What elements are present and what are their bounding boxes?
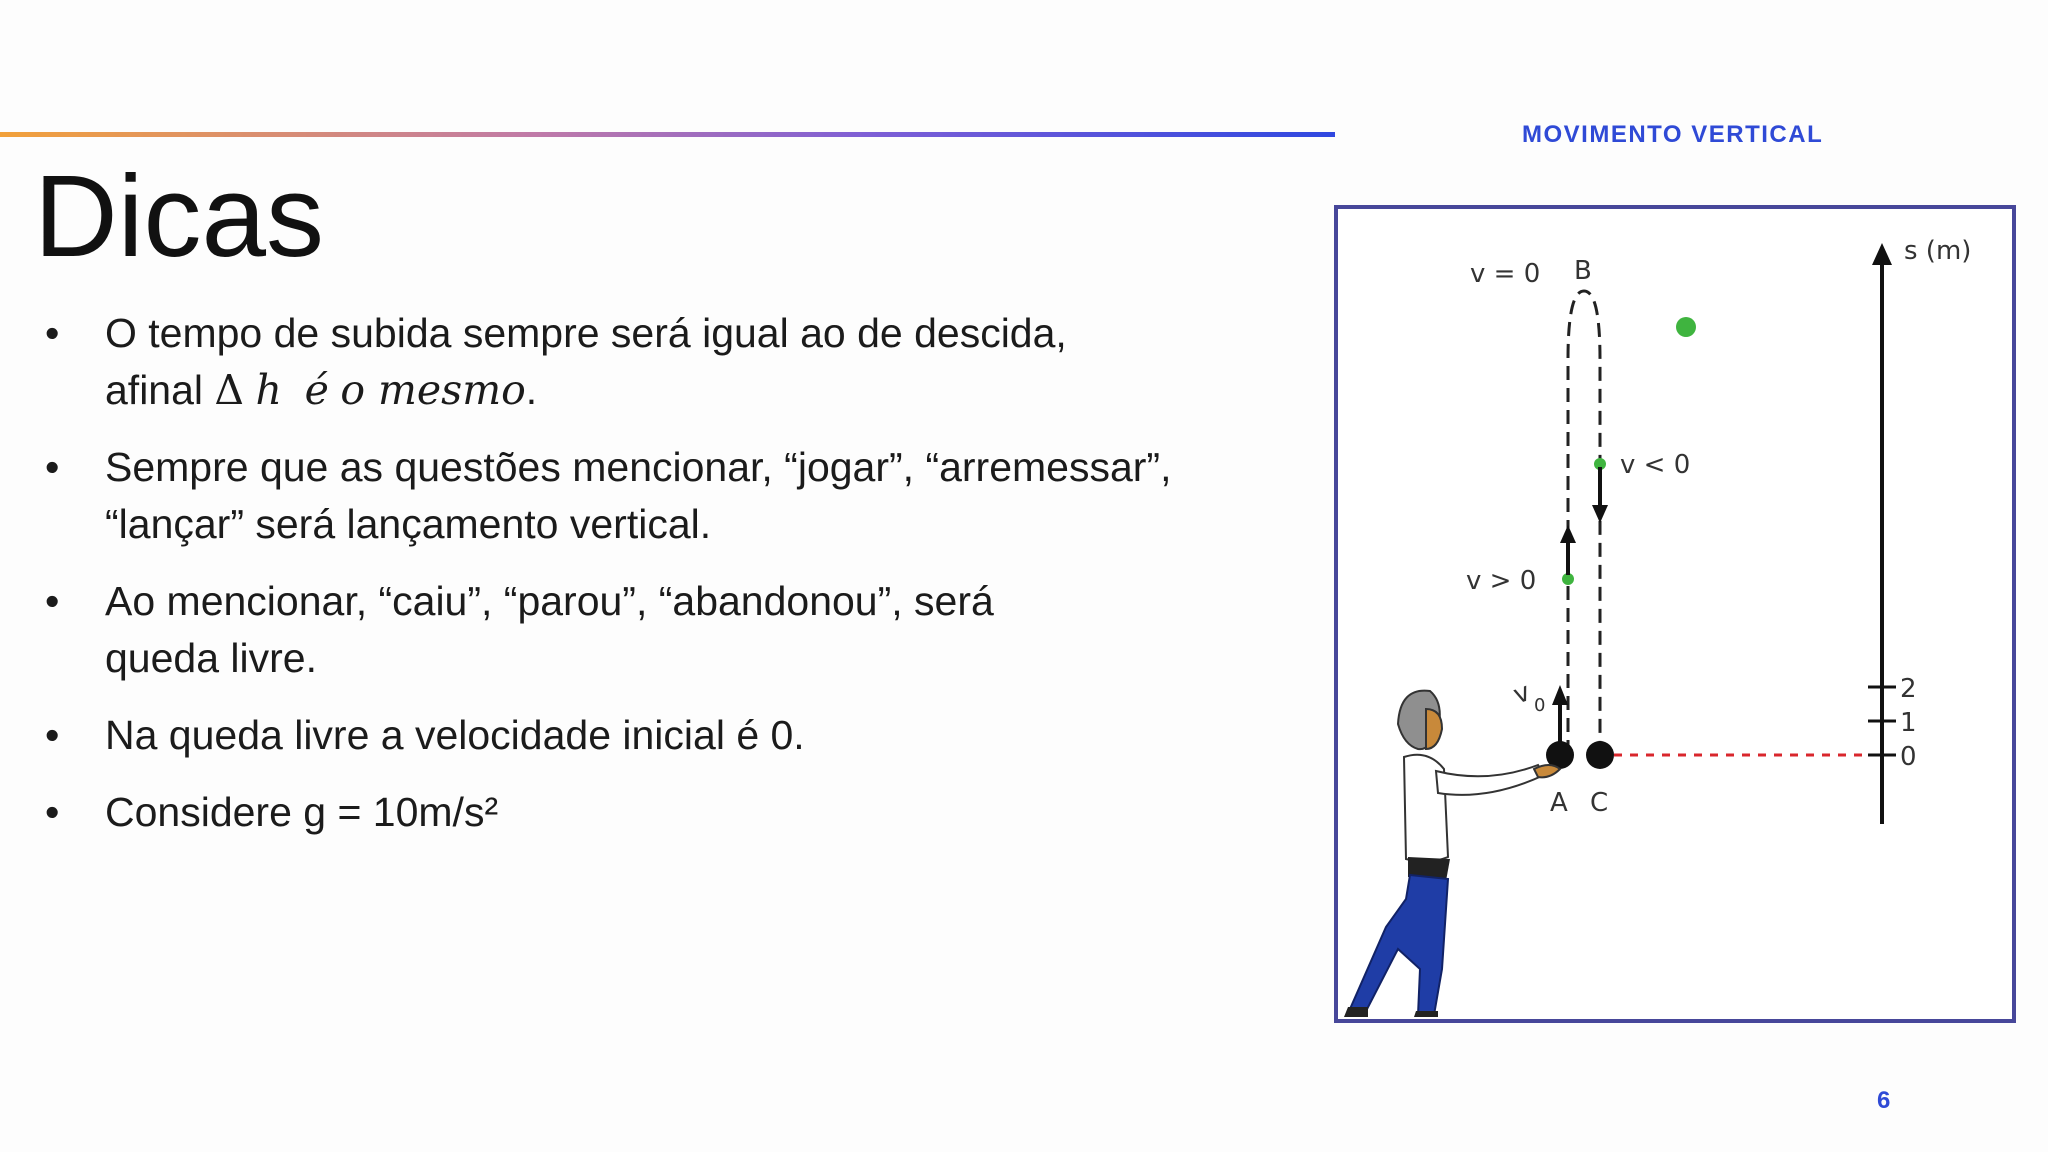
math-o-mesmo: o mesmo <box>340 366 526 414</box>
trajectory-path <box>1568 291 1600 754</box>
label-v-zero: v = 0 <box>1470 259 1541 289</box>
bullet-dot: • <box>45 712 60 758</box>
bullet-text-line2-prefix: afinal <box>105 367 215 413</box>
descending-arrow-head <box>1592 505 1608 523</box>
bullet-item <box>45 784 1285 841</box>
header-gradient-line <box>0 132 1335 137</box>
math-h: h <box>255 366 282 414</box>
bullet-dot: • <box>45 310 60 356</box>
page-number: 6 <box>1877 1087 1891 1114</box>
person-illustration <box>1344 691 1560 1017</box>
s-axis-arrow <box>1872 243 1892 265</box>
tick-label-2: 2 <box>1900 674 1917 704</box>
bullet-text-line2: queda livre. <box>105 635 317 681</box>
bullet-item <box>45 439 1285 553</box>
math-delta: Δ <box>214 366 245 414</box>
bullet-item <box>45 573 1285 687</box>
bullet-text-line1: Na queda livre a velocidade inicial é 0. <box>105 712 805 758</box>
bullet-text-line1: O tempo de subida sempre será igual ao de descida, <box>105 310 1067 356</box>
slide-title: Dicas <box>34 151 325 281</box>
figure-canvas <box>1338 209 2012 1019</box>
bullet-text-line1: Ao mencionar, “caiu”, “parou”, “abandonou”, será <box>105 578 994 624</box>
label-v0-subscript: 0 <box>1534 695 1546 716</box>
bullet-list <box>45 305 1285 861</box>
ascending-arrow-head <box>1560 525 1576 543</box>
math-e: é <box>304 366 329 414</box>
tick-label-0: 0 <box>1900 742 1917 772</box>
bullet-text-line1: Sempre que as questões mencionar, “jogar”, “arremessar”, <box>105 444 1172 490</box>
tick-label-1: 1 <box>1900 708 1917 738</box>
label-v-pos: v > 0 <box>1466 566 1537 596</box>
bullet-dot: • <box>45 578 60 624</box>
vertical-motion-figure <box>1334 205 2016 1023</box>
label-point-a: A <box>1550 788 1568 818</box>
label-point-b: B <box>1574 256 1592 286</box>
ball-c <box>1586 741 1614 769</box>
label-v-neg: v < 0 <box>1620 450 1691 480</box>
bullet-dot: • <box>45 444 60 490</box>
bullet-dot: • <box>45 789 60 835</box>
green-ball <box>1676 317 1696 337</box>
s-axis-label: s (m) <box>1904 236 1972 266</box>
label-point-c: C <box>1590 788 1609 818</box>
section-label: MOVIMENTO VERTICAL <box>1522 121 1824 148</box>
bullet-item <box>45 305 1285 419</box>
bullet-item <box>45 707 1285 764</box>
label-v0: v <box>1509 677 1535 711</box>
bullet-text-line2-suffix: . <box>525 367 538 413</box>
bullet-text-line1: Considere g = 10m/s² <box>105 789 499 835</box>
initial-arrow-head <box>1552 685 1568 705</box>
bullet-text-line2: “lançar” será lançamento vertical. <box>105 501 712 547</box>
